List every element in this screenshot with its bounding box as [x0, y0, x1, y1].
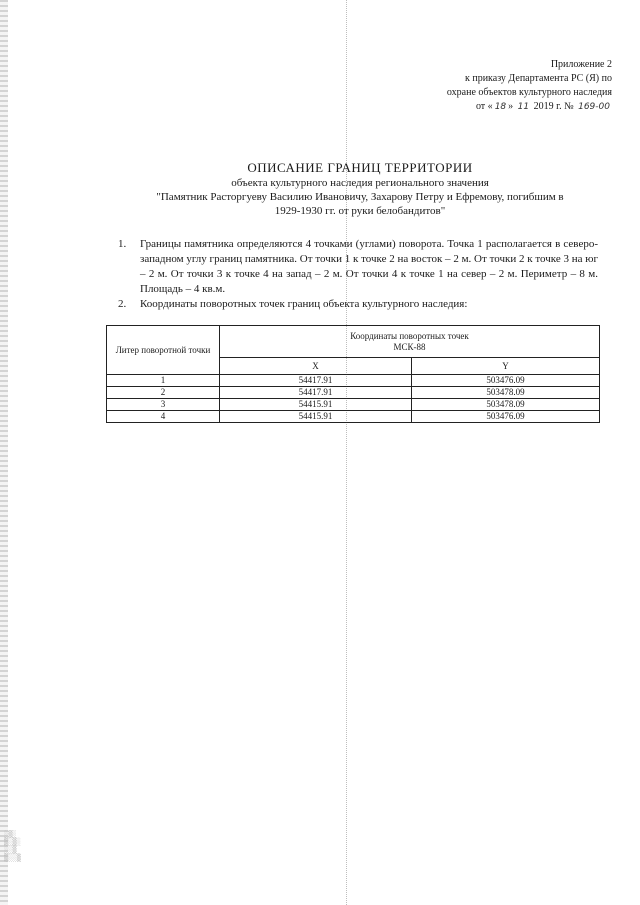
- table-row: [107, 411, 600, 423]
- list-item-text: Границы памятника определяются 4 точками (углами) поворота. Точка 1 располагается в северо-западном углу границ памятника. От точки 1 к точке 2 на восток – 2 м. От точки 2 к точке 3 на юг – 2 м. От точки 3 к точке 4 на запад – 2 м. От точки 4 к точке 1 на север – 2 м. Периметр – 8 м. Площадь – 4 кв.м.: [140, 238, 598, 295]
- scan-noise-mark: ░▒░ ▒░▒░ ░░▒ ▒░░▒: [4, 830, 21, 862]
- list-item: [118, 297, 598, 312]
- list-item-number: 1.: [118, 238, 127, 250]
- cell-y: 503476.09: [412, 411, 600, 423]
- list-item-text: Координаты поворотных точек границ объекта культурного наследия:: [140, 298, 468, 310]
- cell-x: 54417.91: [220, 375, 412, 387]
- appendix-title: Приложение 2: [550, 59, 612, 70]
- header-y: Y: [412, 358, 600, 375]
- cell-y: 503478.09: [412, 387, 600, 399]
- header-coordinates-system: МСК-88: [393, 341, 426, 352]
- appendix-order: к приказу Департамента РС (Я) по: [464, 73, 612, 84]
- header-point: Литер поворотной точки: [107, 326, 220, 375]
- title-line-3: 1929-1930 гг. от руки белобандитов": [274, 205, 446, 217]
- table-row: [107, 399, 600, 411]
- cell-x: 54415.91: [220, 411, 412, 423]
- date-mid: »: [508, 101, 514, 112]
- table-row: [107, 375, 600, 387]
- order-number: 169-00: [578, 102, 610, 112]
- scan-edge: [0, 0, 8, 905]
- document-title: [100, 160, 620, 218]
- coordinates-table: [106, 325, 600, 423]
- header-coordinates-label: Координаты поворотных точек: [350, 330, 469, 341]
- list-item-number: 2.: [118, 298, 127, 310]
- appendix-date-line: [372, 100, 612, 114]
- list-item: [118, 237, 598, 297]
- date-year: 2019 г. №: [533, 101, 574, 112]
- date-prefix: от «: [475, 101, 493, 112]
- table-row: [107, 387, 600, 399]
- cell-x: 54417.91: [220, 387, 412, 399]
- title-line-2: "Памятник Расторгуеву Василию Ивановичу, Захарову Петру и Ефремову, погибшим в: [156, 191, 564, 203]
- cell-x: 54415.91: [220, 399, 412, 411]
- numbered-list: [118, 237, 598, 312]
- appendix-department: охране объектов культурного наследия: [446, 87, 612, 98]
- cell-y: 503476.09: [412, 375, 600, 387]
- cell-point: 3: [107, 399, 220, 411]
- cell-point: 4: [107, 411, 220, 423]
- page-fold-line: [346, 0, 347, 905]
- cell-point: 2: [107, 387, 220, 399]
- cell-y: 503478.09: [412, 399, 600, 411]
- title-line-1: объекта культурного наследия регионального значения: [231, 177, 489, 189]
- header-x: X: [220, 358, 412, 375]
- appendix-header: [372, 58, 612, 114]
- date-month: 11: [517, 102, 530, 112]
- title-heading: ОПИСАНИЕ ГРАНИЦ ТЕРРИТОРИИ: [247, 160, 473, 175]
- header-coordinates: [220, 326, 600, 358]
- date-day: 18: [494, 102, 507, 112]
- cell-point: 1: [107, 375, 220, 387]
